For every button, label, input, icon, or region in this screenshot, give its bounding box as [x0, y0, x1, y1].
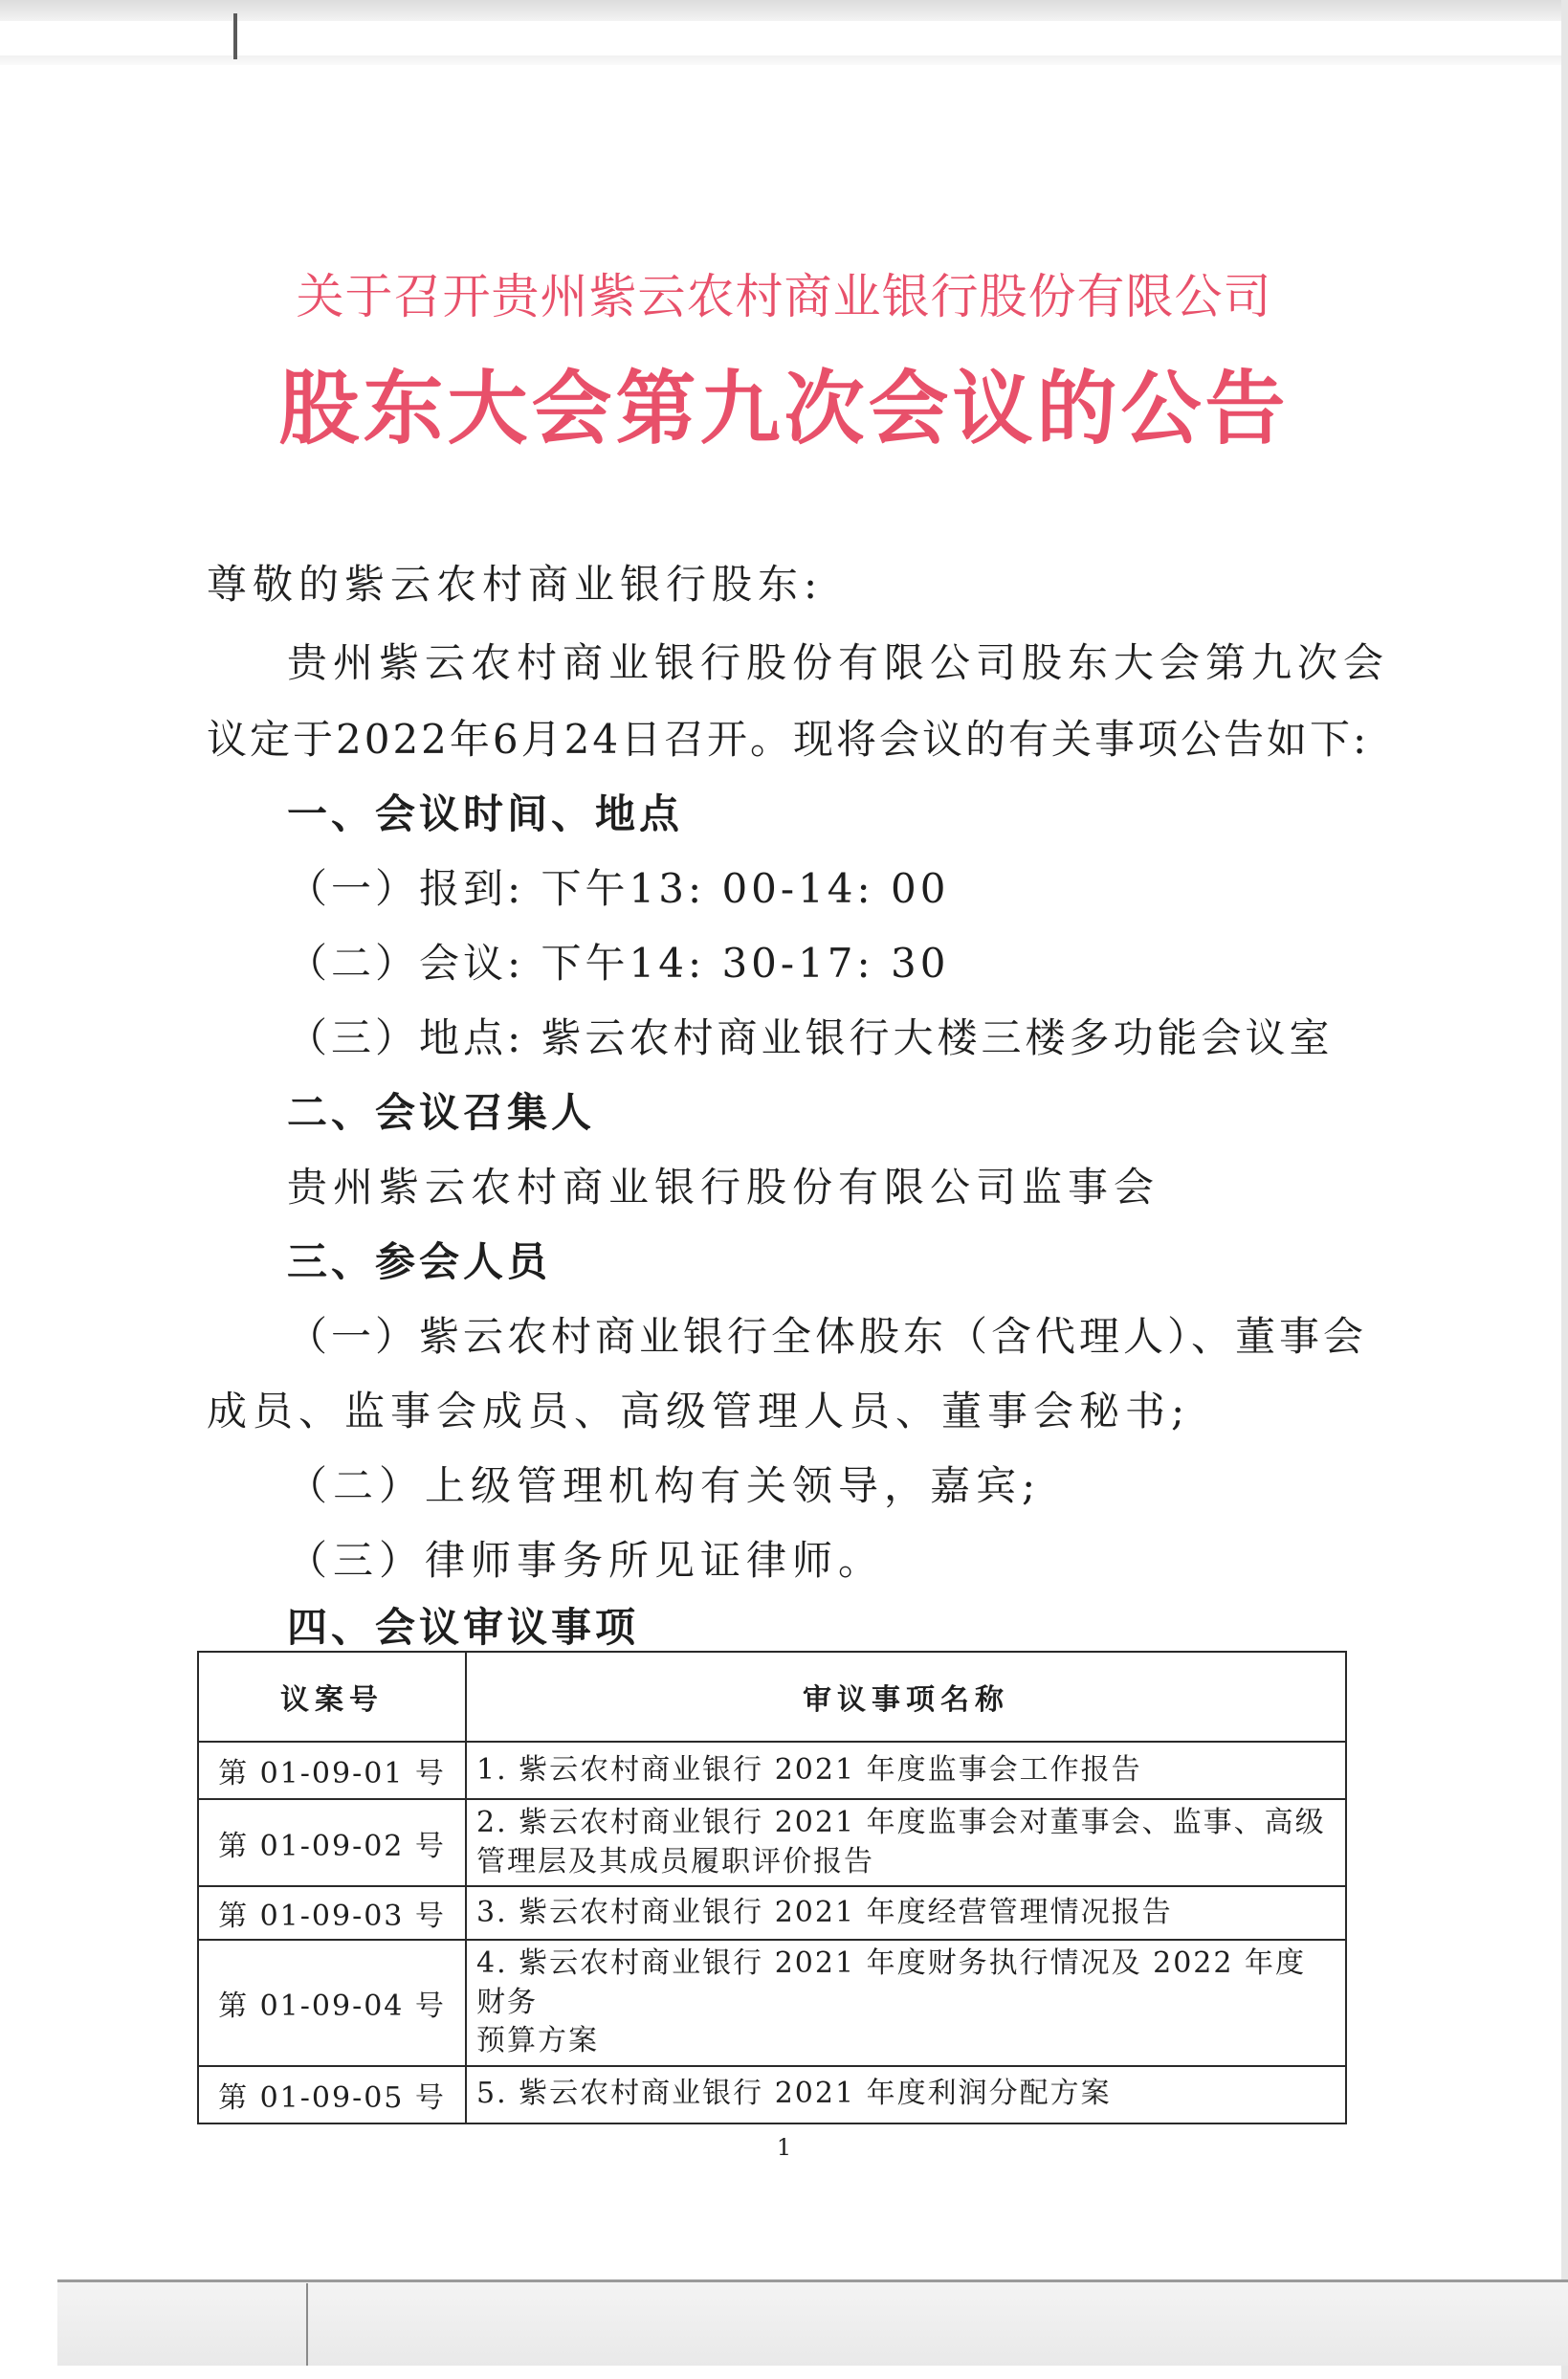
section1-heading: 一、会议时间、地点 — [287, 790, 684, 837]
proposal-name — [466, 1742, 1346, 1799]
section2-heading: 二、会议召集人 — [287, 1089, 596, 1136]
section4-heading: 四、会议审议事项 — [287, 1604, 640, 1651]
proposal-name-line: 预算方案 — [476, 2024, 599, 2057]
proposal-name-line: 4. 紫云农村商业银行 2021 年度财务执行情况及 2022 年度财务 — [476, 1946, 1306, 2019]
greeting: 尊敬的紫云农村商业银行股东: — [207, 561, 824, 608]
scan-bottom-line — [57, 2279, 1568, 2282]
section3-item3: （三）律师事务所见证律师。 — [287, 1537, 885, 1584]
table-row — [198, 1886, 1346, 1940]
section3-item1-line2: 成员、监事会成员、高级管理人员、董事会秘书; — [207, 1388, 1191, 1434]
proposal-number: 第 01-09-01 号 — [198, 1742, 466, 1799]
proposal-name-line: 管理层及其成员履职评价报告 — [476, 1844, 874, 1879]
proposal-name-line: 2. 紫云农村商业银行 2021 年度监事会对董事会、监事、高级 — [476, 1806, 1326, 1839]
section3-item1-line1: （一）紫云农村商业银行全体股东（含代理人）、董事会 — [287, 1313, 1368, 1360]
proposal-number: 第 01-09-04 号 — [198, 1940, 466, 2066]
agenda-table — [197, 1651, 1347, 2124]
table-row — [198, 1742, 1346, 1799]
notice-title-line1: 关于召开贵州紫云农村商业银行股份有限公司 — [296, 269, 1272, 324]
section2-body: 贵州紫云农村商业银行股份有限公司监事会 — [287, 1164, 1160, 1211]
section1-item3: （三）地点: 紫云农村商业银行大楼三楼多功能会议室 — [287, 1014, 1334, 1061]
section1-item2: （二）会议: 下午14: 30-17: 30 — [287, 940, 950, 987]
scan-bottom-edge — [57, 2279, 1568, 2366]
proposal-name-line: 1. 紫云农村商业银行 2021 年度监事会工作报告 — [476, 1752, 1142, 1787]
proposal-number: 第 01-09-02 号 — [198, 1799, 466, 1886]
section3-item2: （二）上级管理机构有关领导，嘉宾; — [287, 1462, 1042, 1509]
header-proposal-number: 议案号 — [198, 1652, 466, 1742]
table-header-row — [198, 1652, 1346, 1742]
table-row — [198, 1799, 1346, 1886]
proposal-name — [466, 1799, 1346, 1886]
scan-bottom-mark — [306, 2283, 308, 2366]
section1-item1: （一）报到: 下午13: 00-14: 00 — [287, 865, 950, 912]
proposal-name — [466, 1886, 1346, 1940]
table-row — [198, 1940, 1346, 2066]
proposal-name-line: 5. 紫云农村商业银行 2021 年度利润分配方案 — [476, 2077, 1112, 2111]
scan-fold-mark — [233, 13, 237, 59]
section3-heading: 三、参会人员 — [287, 1238, 552, 1285]
proposal-number: 第 01-09-05 号 — [198, 2066, 466, 2123]
notice-title-line2: 股东大会第九次会议的公告 — [278, 362, 1290, 456]
proposal-name — [466, 2066, 1346, 2123]
proposal-number: 第 01-09-03 号 — [198, 1886, 466, 1940]
intro-line1: 贵州紫云农村商业银行股份有限公司股东大会第九次会 — [287, 639, 1390, 686]
table-row — [198, 2066, 1346, 2123]
proposal-name — [466, 1940, 1346, 2066]
intro-line2: 议定于2022年6月24日召开。现将会议的有关事项公告如下: — [207, 716, 1370, 763]
header-proposal-name: 审议事项名称 — [466, 1652, 1346, 1742]
proposal-name-line: 3. 紫云农村商业银行 2021 年度经营管理情况报告 — [476, 1895, 1173, 1929]
page-number: 1 — [776, 2134, 792, 2161]
